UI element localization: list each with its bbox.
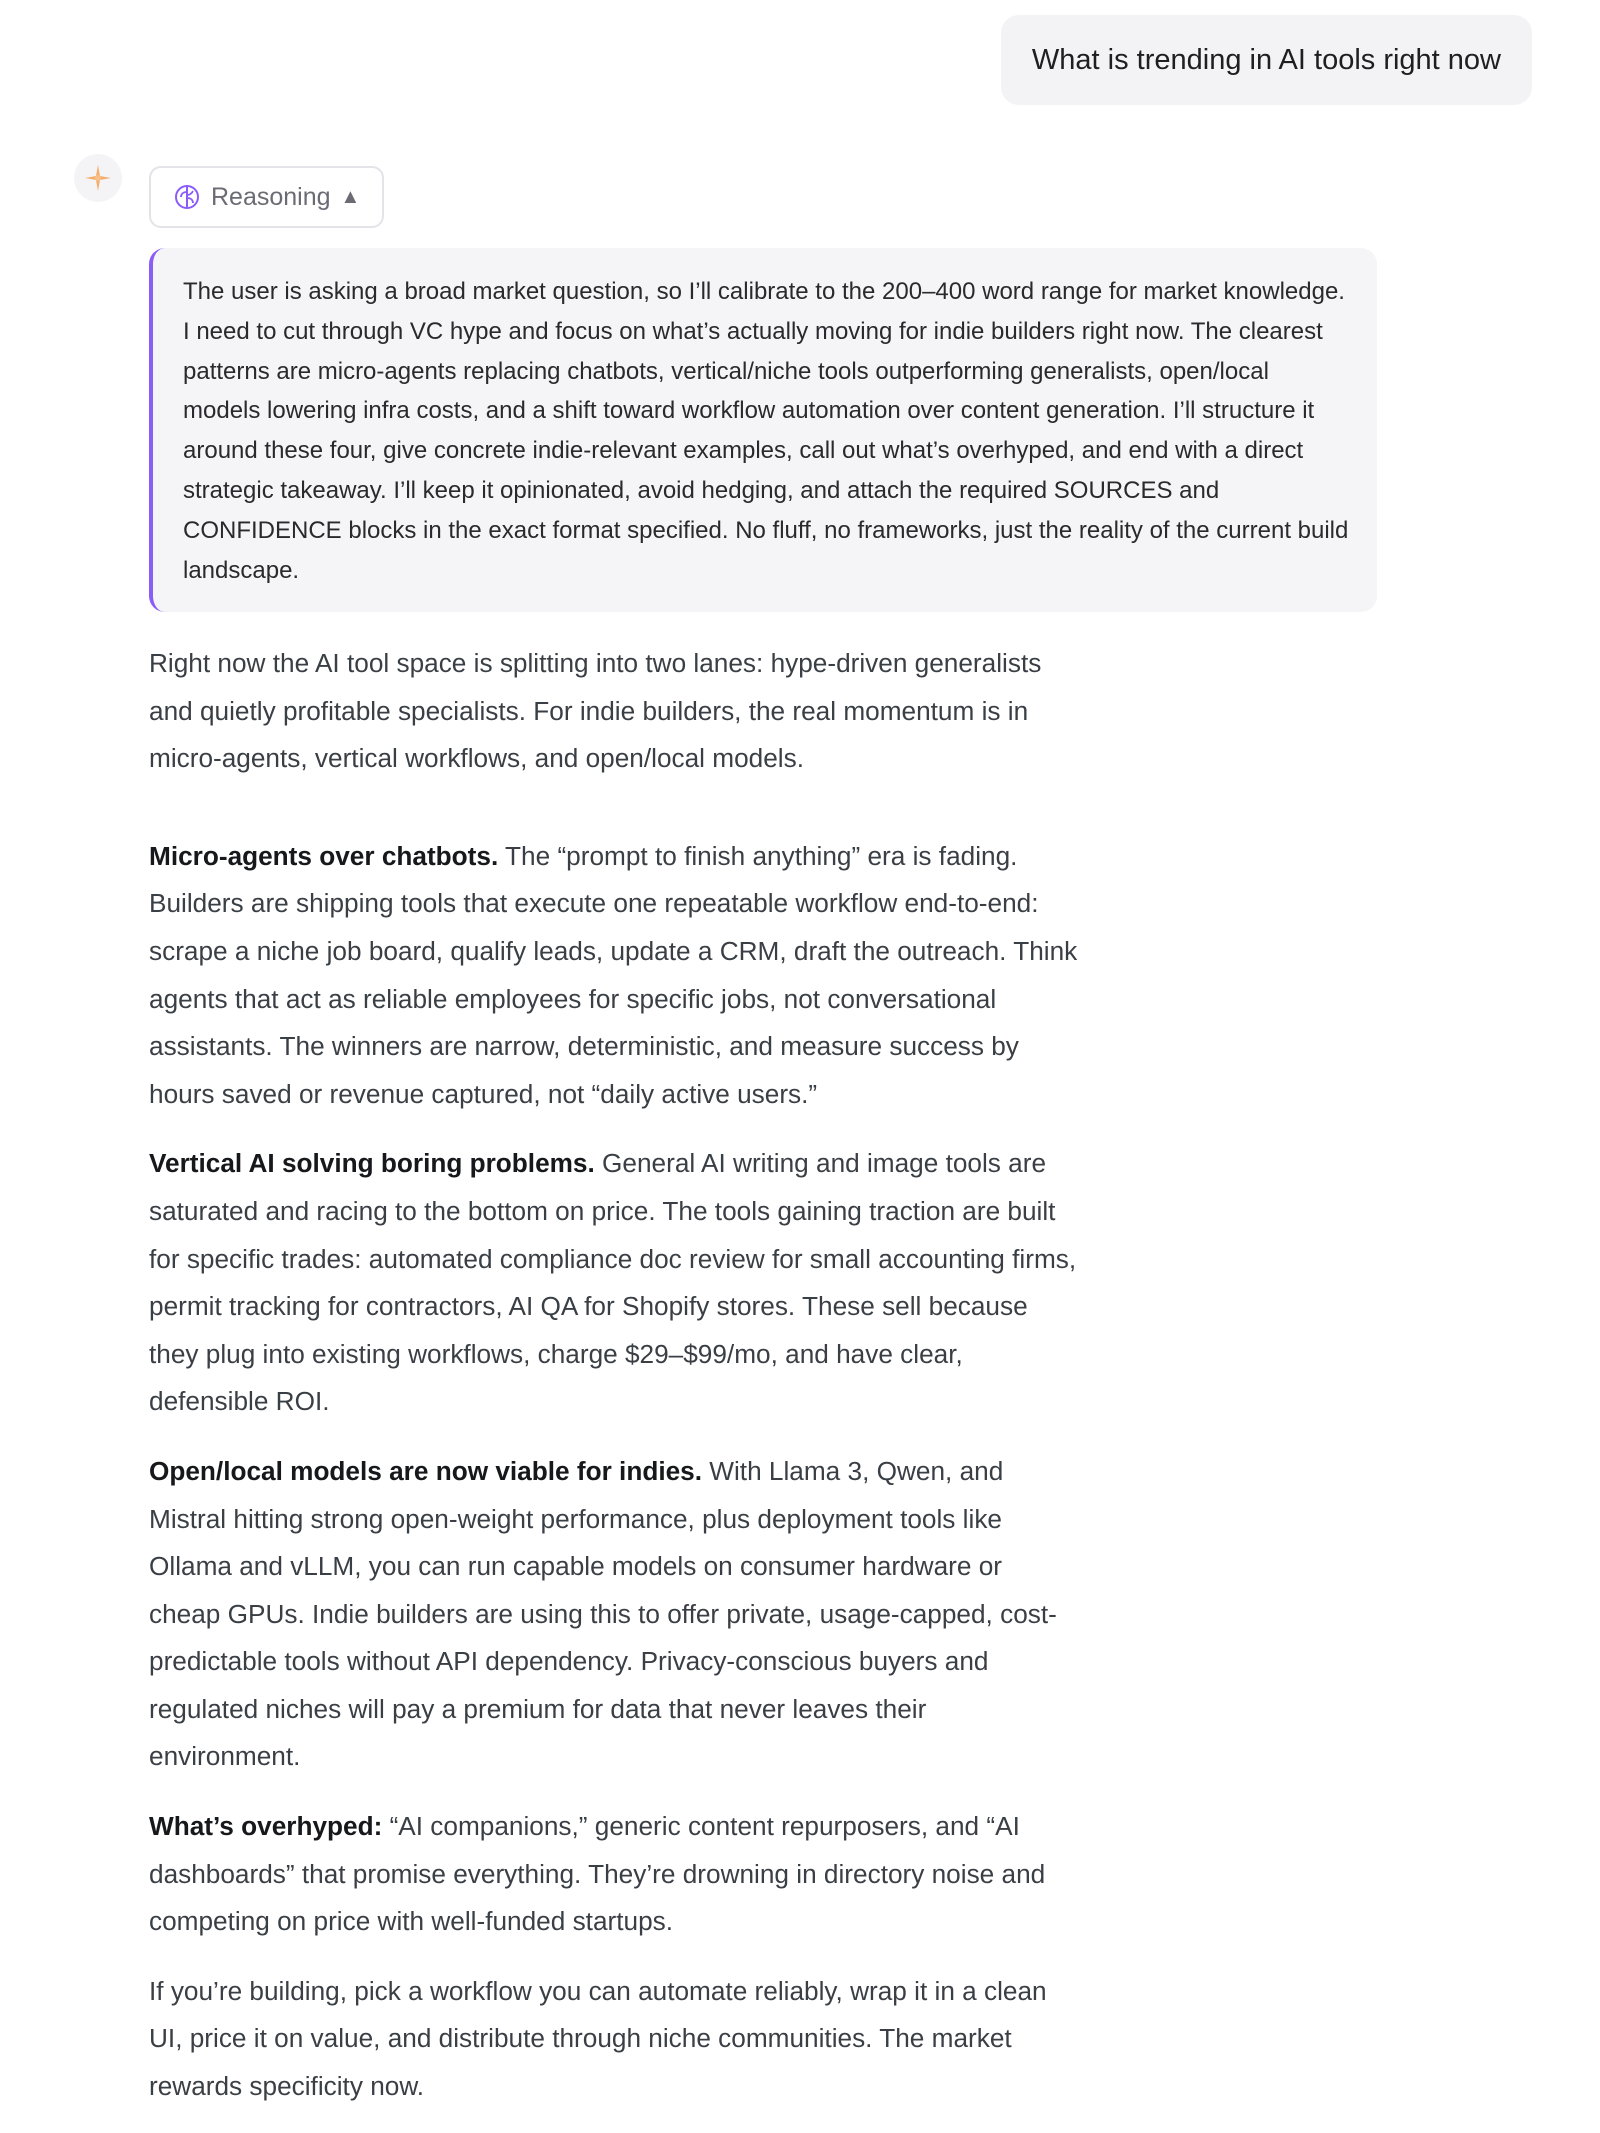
user-message-text: What is trending in AI tools right now <box>1031 44 1501 76</box>
reasoning-panel <box>149 248 1377 612</box>
answer-section <box>149 833 1079 1119</box>
sparkle-icon <box>83 163 113 193</box>
answer-section <box>149 1803 1079 1946</box>
section-body: The “prompt to finish anything” era is fading. Builders are shipping tools that execute one repeatable workflow end-to-end: scrape a niche job board, qualify leads, update a CRM, draft the outreach. Think agents that act as reliable employees for specific jobs, not conversational assistants. The winners are narrow, deterministic, and measure success by hours saved or revenue captured, not “daily active users.” <box>149 840 1078 1109</box>
assistant-avatar <box>74 154 122 202</box>
assistant-answer <box>149 640 1079 2133</box>
user-message-bubble <box>1001 15 1532 105</box>
answer-section <box>149 1448 1079 1781</box>
section-body: “AI companions,” generic content repurposers, and “AI dashboards” that promise everything. They’re drowning in directory noise and competing on price with well-funded startups. <box>149 1811 1046 1937</box>
section-heading: What’s overhyped: <box>149 1811 383 1842</box>
section-heading: Vertical AI solving boring problems. <box>149 1148 595 1179</box>
section-body: With Llama 3, Qwen, and Mistral hitting strong open-weight performance, plus deployment tools like Ollama and vLLM, you can run capable models on consumer hardware or cheap GPUs. Indie builders are using this to offer private, usage-capped, cost-predictable tools without API dependency. Privacy-conscious buyers and regulated niches will pay a premium for data that never leaves their environment. <box>149 1455 1057 1772</box>
reasoning-toggle-button[interactable] <box>149 166 384 228</box>
brain-icon <box>173 183 201 211</box>
reasoning-label: Reasoning <box>211 182 331 211</box>
answer-section <box>149 1140 1079 1426</box>
section-heading: Open/local models are now viable for indies. <box>149 1455 702 1486</box>
caret-up-icon: ▲ <box>340 185 361 208</box>
section-heading: Micro-agents over chatbots. <box>149 840 499 871</box>
answer-closing: If you’re building, pick a workflow you can automate reliably, wrap it in a clean UI, price it on value, and distribute through niche communities. The market rewards specificity now. <box>149 1975 1047 2102</box>
answer-intro: Right now the AI tool space is splitting into two lanes: hype-driven generalists and quietly profitable specialists. For indie builders, the real momentum is in micro-agents, vertical workflows, and open/local models. <box>149 648 1042 774</box>
section-body: General AI writing and image tools are saturated and racing to the bottom on price. The tools gaining traction are built for specific trades: automated compliance doc review for small accounting firms, permit tracking for contractors, AI QA for Shopify stores. These sell because they plug into existing workflows, charge $29–$99/mo, and have clear, defensible ROI. <box>149 1148 1077 1417</box>
reasoning-text: The user is asking a broad market question, so I’ll calibrate to the 200–400 word range for market knowledge. I need to cut through VC hype and focus on what’s actually moving for indie builders right now. The clearest patterns are micro-agents replacing chatbots, vertical/niche tools outperforming generalists, open/local models lowering infra costs, and a shift toward workflow automation over content generation. I’ll structure it around these four, give concrete indie-relevant examples, call out what’s overhyped, and end with a direct strategic takeaway. I’ll keep it opinionated, avoid hedging, and attach the required SOURCES and CONFIDENCE blocks in the exact format specified. No fluff, no frameworks, just the reality of the current build landscape. <box>183 278 1349 584</box>
